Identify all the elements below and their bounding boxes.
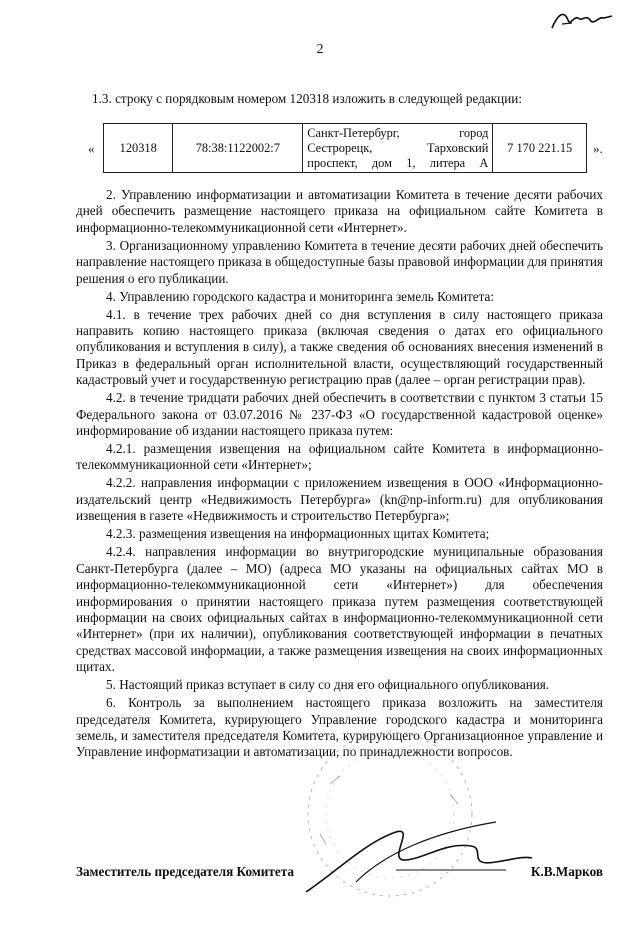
cell-cadastral: 78:38:1122002:7 [173,124,303,173]
paragraph: 4.2.1. размещения извещения на официальном сайте Комитета в информационно-телекоммуникационной сети «Интернет»; [76,441,603,473]
paragraph: 4.1. в течение трех рабочих дней со дня вступления в силу настоящего приказа направить копию настоящего приказа (включая сведения о датах его официального опубликования и вступления в силу), а также сведения об основаниях внесения изменений в Приказ в федеральный орган исполнительной власти, осуществляющий государственный кадастровый учет и государственную регистрацию прав (далее – орган регистрации прав). [76,306,603,388]
signatory-name: К.В.Марков [530,864,603,879]
paragraph: 4.2.3. размещения извещения на информационных щитах Комитета; [106,526,490,542]
amendment-table-block [88,123,608,173]
paragraph: 6. Контроль за выполнением настоящего приказа возложить на заместителя председателя Комитета, курирующего Управление городского кадастра и мониторинга земель, и заместителя председателя Комитета, курирующего Организационное управление и Управление информатизации и автоматизации, по принадлежности вопросов. [76,695,603,760]
table-row [104,124,587,173]
close-quote: ». [593,141,603,156]
paragraph: 4.2. в течение тридцати рабочих дней обеспечить в соответствии с пунктом 3 статьи 15 Федерального закона от 03.07.2016 № 237-ФЗ «О государственной кадастровой оценке» информирование об издании настоящего приказа путем: [76,390,603,439]
cell-number: 120318 [104,124,173,173]
paragraph: 5. Настоящий приказ вступает в силу со дня его официального опубликования. [106,677,550,693]
amendment-table [103,123,587,173]
handwritten-initials [548,6,618,36]
paragraph: 4.2.2. направления информации с приложением извещения в ООО «Информационно-издательский центр «Недвижимость Петербурга» (kn@np-inform.ru) для опубликования извещения в газете «Недвижимость и строительство Петербурга»; [76,475,603,524]
paragraph: 3. Организационному управлению Комитета в течение десяти рабочих дней обеспечить направление настоящего приказа в общедоступные базы правовой информации для принятия решения о его публикации. [76,237,603,286]
open-quote: « [88,141,95,156]
handwritten-signature [296,812,536,902]
document-body [76,187,603,762]
cell-value: 7 170 221.15 [493,124,587,173]
cell-address: Санкт-Петербург, город Сестрорецк, Тарховский проспект, дом 1, литера А [303,124,493,173]
paragraph: 2. Управлению информатизации и автоматизации Комитета в течение десяти рабочих дней обеспечить размещение настоящего приказа на официальном сайте Комитета в информационно-телекоммуникационной сети «Интернет». [76,187,603,235]
paragraph: 4.2.4. направления информации во внутригородские муниципальные образования Санкт-Петербурга (далее – МО) (адреса МО указаны на официальных сайтах МО в информационно-телекоммуникационной сети «Интернет») для обеспечения информирования о принятии настоящего приказа путем размещения соответствующей информации на своих официальных сайтах в информационно-телекоммуникационной сети «Интернет» (при их наличии), опубликования соответствующей информации в печатных средствах массовой информации, а также размещения извещения на своих информационных щитах. [76,544,603,675]
signatory-title: Заместитель председателя Комитета [76,864,294,879]
paragraph: 4. Управлению городского кадастра и мониторинга земель Комитета: [106,288,495,304]
intro-line: 1.3. строку с порядковым номером 120318 изложить в следующей редакции: [92,91,523,106]
page-number: 2 [316,42,324,57]
